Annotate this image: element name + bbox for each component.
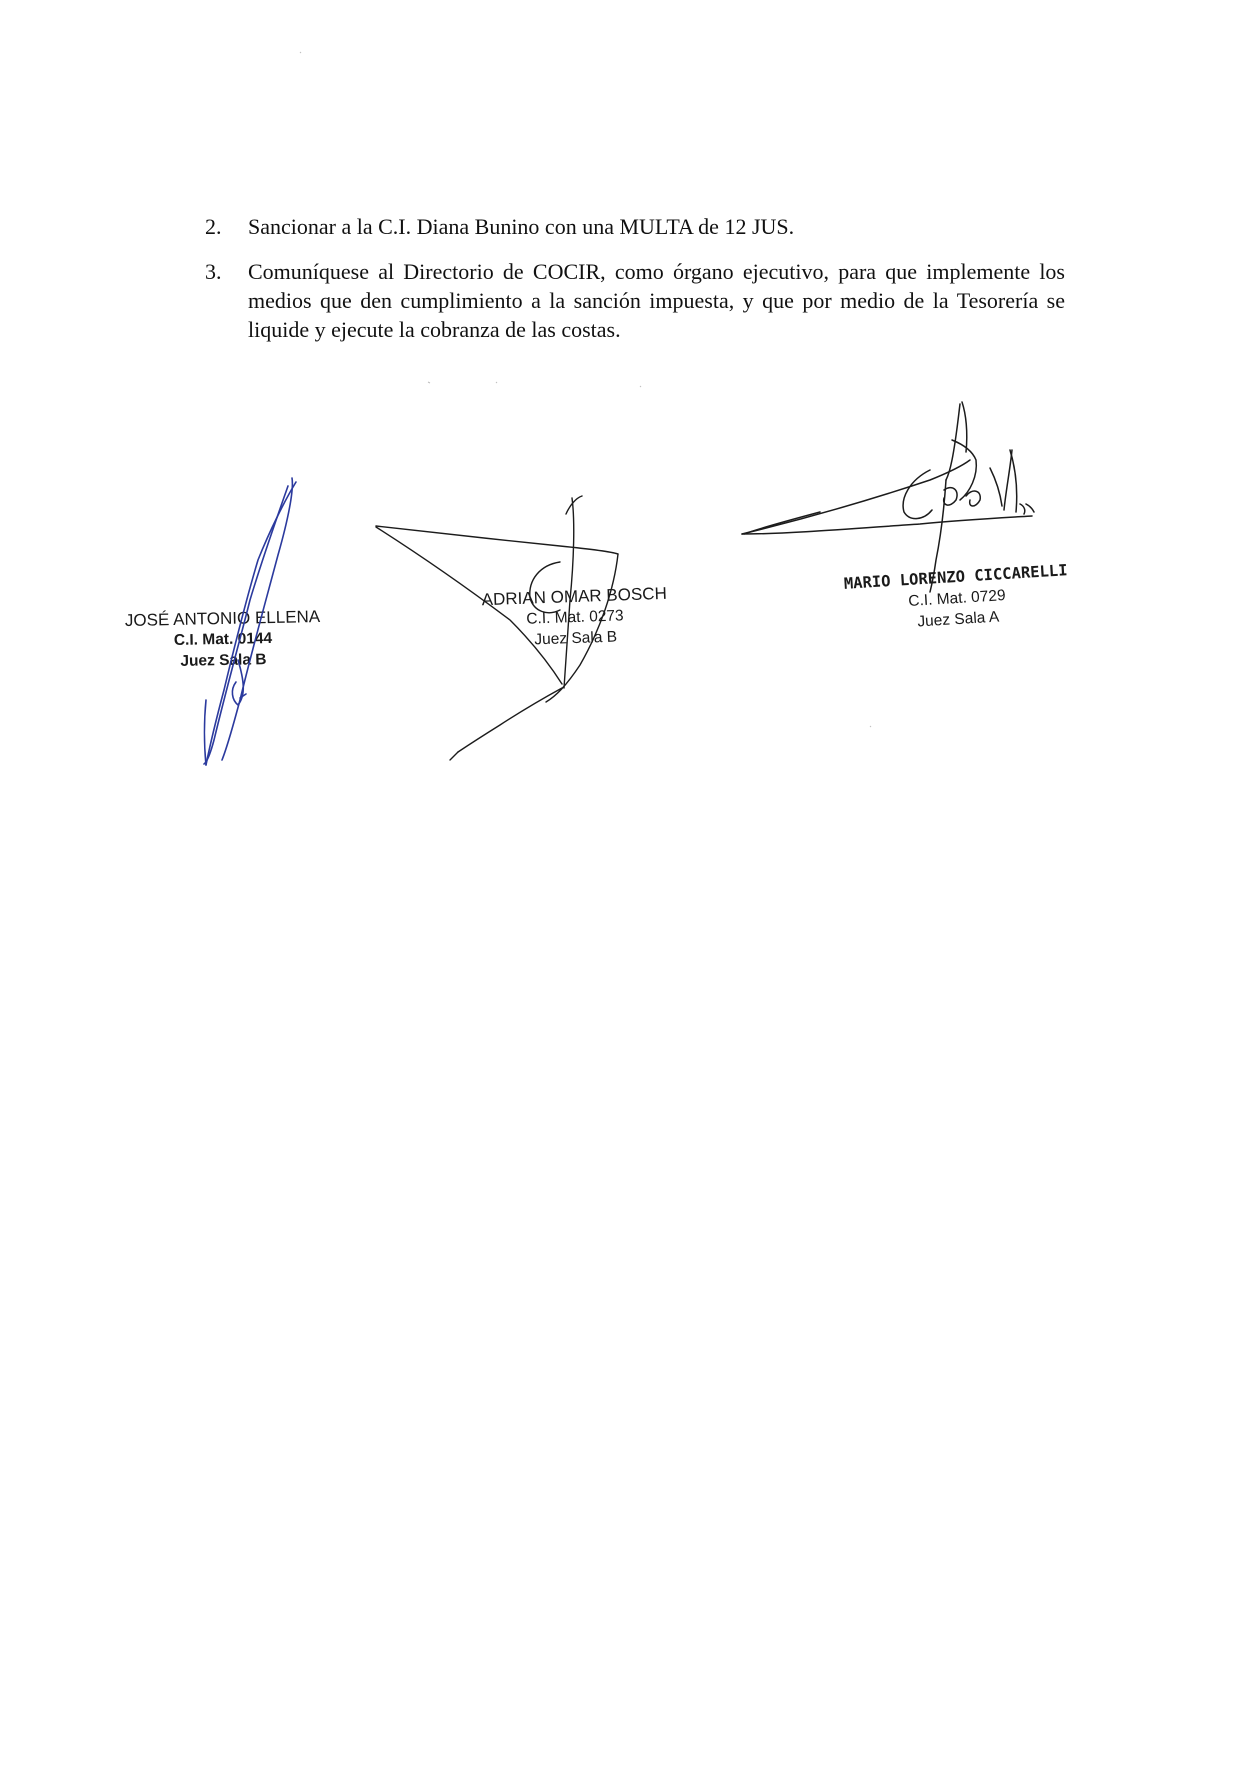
signatory-role: Juez Sala A — [916, 608, 1000, 631]
signatory-role: Juez Sala B — [534, 628, 618, 649]
item-number: 3. — [205, 259, 222, 284]
signatory-matricula: C.I. Mat. 0273 — [526, 607, 624, 628]
signature-ciccarelli-drawing — [742, 402, 1034, 592]
signatory-matricula: C.I. Mat. 0729 — [907, 587, 1007, 610]
item-text: Sancionar a la C.I. Diana Bunino con una MULTA de 12 JUS. — [248, 214, 795, 239]
signatory-role: Juez Sala B — [180, 651, 267, 670]
resolution-item-3 — [205, 257, 1065, 344]
item-text: Comuníquese al Directorio de COCIR, como órgano ejecutivo, para que implemente los medios que den cumplimiento a la sanción impuesta, y que por medio de la Tesorería se liquide y ejecute la cobranza de las costas. — [248, 259, 1065, 342]
signature-block-bosch — [459, 582, 691, 653]
signatory-name: JOSÉ ANTONIO ELLENA — [124, 606, 321, 631]
item-number: 2. — [205, 214, 222, 239]
resolution-items — [205, 212, 1065, 360]
signatory-matricula: C.I. Mat. 0144 — [173, 629, 273, 650]
resolution-item-2 — [205, 212, 1065, 241]
signatory-name: ADRIAN OMAR BOSCH — [481, 583, 668, 610]
signature-block-ellena — [107, 606, 338, 674]
signatory-name: MARIO LORENZO CICCARELLI — [843, 561, 1069, 593]
signature-block-ciccarelli — [840, 560, 1073, 637]
